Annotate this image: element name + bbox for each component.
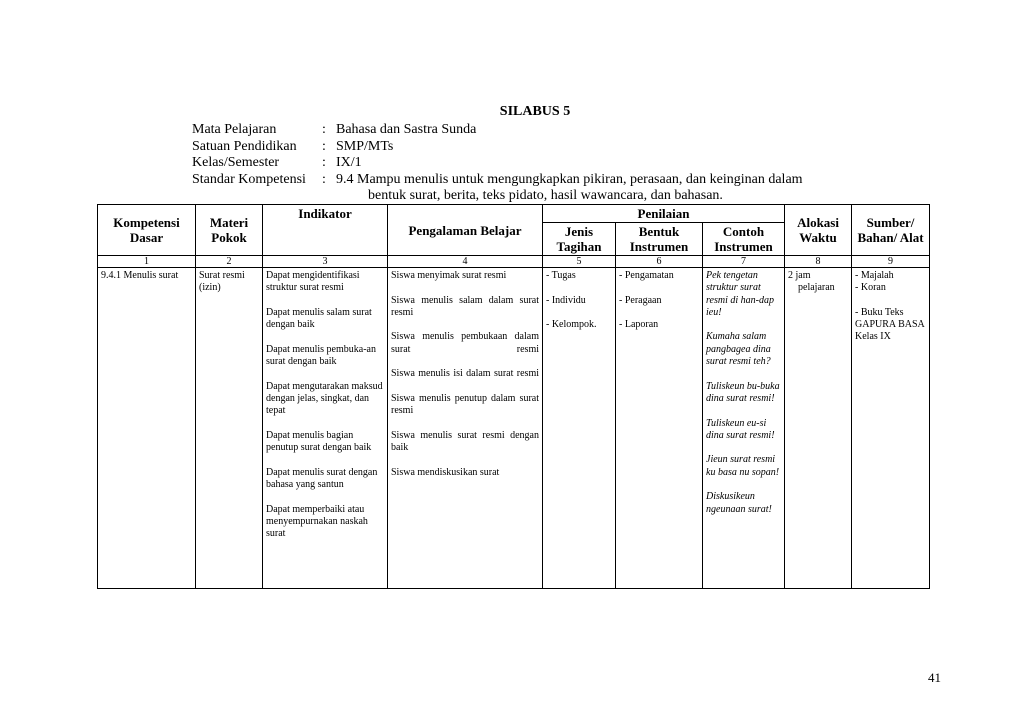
header-materi: Materi Pokok bbox=[196, 205, 263, 256]
column-number: 1 bbox=[98, 256, 196, 268]
meta-key: Mata Pelajaran bbox=[192, 122, 277, 137]
meta-key: Satuan Pendidikan bbox=[192, 138, 297, 154]
bentuk-item: - Laporan bbox=[619, 319, 659, 331]
indikator-item: Dapat menulis pembuka-an surat dengan baik bbox=[266, 343, 376, 368]
contoh-item: Jieun surat resmi ku basa nu sopan! bbox=[706, 454, 780, 478]
pengalaman-item: Siswa mendiskusikan surat bbox=[391, 466, 500, 478]
indikator-item: Dapat menulis surat dengan bahasa yang santun bbox=[266, 466, 378, 491]
contoh-item: Diskusikeun ngeunaan surat! bbox=[706, 491, 772, 515]
meta-value-continued: bentuk surat, berita, teks pidato, hasil wawancara, dan bahasan. bbox=[368, 188, 723, 203]
cell-contoh bbox=[703, 268, 785, 589]
column-number: 4 bbox=[388, 256, 543, 268]
meta-row-subject: Mata Pelajaran : Bahasa dan Sastra Sunda bbox=[192, 122, 477, 137]
column-number: 5 bbox=[543, 256, 616, 268]
header-sumber: Sumber/ Bahan/ Alat bbox=[852, 205, 930, 256]
syllabus-meta bbox=[192, 122, 803, 205]
kompetensi-text: 9.4.1 Menulis surat bbox=[101, 270, 179, 281]
cell-indikator bbox=[263, 268, 388, 589]
indikator-item: Dapat menulis bagian penutup surat dengan baik bbox=[266, 429, 372, 454]
meta-row-standard-cont bbox=[192, 188, 803, 205]
column-number: 9 bbox=[852, 256, 930, 268]
alokasi-text: 2 jam pelajaran bbox=[788, 270, 835, 294]
cell-bentuk bbox=[616, 268, 703, 589]
meta-key: Standar Kompetensi bbox=[192, 171, 306, 187]
jenis-item: - Individu bbox=[546, 294, 586, 306]
cell-sumber bbox=[852, 268, 930, 589]
sumber-item: - Buku Teks GAPURA BASA Kelas IX bbox=[855, 306, 925, 343]
meta-value: Bahasa dan Sastra Sunda bbox=[336, 122, 477, 137]
column-number-row bbox=[98, 256, 930, 268]
pengalaman-item: Siswa menyimak surat resmi bbox=[391, 270, 507, 281]
meta-row-school: Satuan Pendidikan : SMP/MTs bbox=[192, 138, 394, 154]
cell-materi bbox=[196, 268, 263, 589]
contoh-item: Kumaha salam pangbagea dina surat resmi teh? bbox=[706, 331, 771, 368]
cell-kompetensi bbox=[98, 268, 196, 589]
jenis-item: - Kelompok. bbox=[546, 319, 597, 331]
header-jenis: Jenis Tagihan bbox=[543, 223, 616, 256]
cell-jenis bbox=[543, 268, 616, 589]
bentuk-item: - Peragaan bbox=[619, 294, 662, 306]
pengalaman-item: Siswa menulis penutup dalam surat resmi bbox=[391, 392, 539, 417]
jenis-item: - Tugas bbox=[546, 270, 576, 281]
pengalaman-item: Siswa menulis salam dalam surat resmi bbox=[391, 294, 539, 318]
column-number: 2 bbox=[196, 256, 263, 268]
document-title: SILABUS 5 bbox=[499, 104, 571, 119]
bentuk-item: - Pengamatan bbox=[619, 270, 674, 281]
indikator-item: Dapat menulis salam surat dengan baik bbox=[266, 306, 372, 331]
table-row bbox=[98, 268, 930, 589]
contoh-item: Pek tengetan struktur surat resmi di han-dap ieu! bbox=[706, 270, 774, 318]
indikator-item: Dapat mengutarakan maksud dengan jelas, singkat, dan tepat bbox=[266, 380, 383, 417]
cell-pengalaman bbox=[388, 268, 543, 589]
materi-text: Surat resmi (izin) bbox=[199, 270, 245, 294]
pengalaman-item: Siswa menulis isi dalam surat resmi bbox=[391, 368, 539, 380]
pengalaman-item: Siswa menulis surat resmi dengan baik bbox=[391, 429, 539, 454]
page-number: 41 bbox=[928, 670, 941, 685]
contoh-item: Tuliskeun eu-si dina surat resmi! bbox=[706, 417, 775, 441]
header-contoh: Contoh Instrumen bbox=[703, 223, 785, 256]
header-kompetensi: Kompetensi Dasar bbox=[98, 205, 196, 256]
pengalaman-item: Siswa menulis pembukaan dalam surat resmi bbox=[391, 331, 539, 355]
column-number: 8 bbox=[785, 256, 852, 268]
meta-key: Kelas/Semester bbox=[192, 155, 280, 170]
cell-alokasi bbox=[785, 268, 852, 589]
meta-value: SMP/MTs bbox=[336, 138, 394, 154]
indikator-item: Dapat memperbaiki atau menyempurnakan naskah surat bbox=[266, 503, 368, 540]
meta-row-standard: Standar Kompetensi : 9.4 Mampu menulis untuk mengungkapkan pikiran, perasaan, dan keinginan dalam bbox=[192, 171, 803, 187]
indikator-item: Dapat mengidentifikasi struktur surat resmi bbox=[266, 270, 360, 294]
sumber-item: - Koran bbox=[855, 282, 886, 294]
meta-value: 9.4 Mampu menulis untuk mengungkapkan pikiran, perasaan, dan keinginan dalam bbox=[336, 171, 803, 187]
header-indikator: Indikator bbox=[263, 205, 388, 256]
column-number: 3 bbox=[263, 256, 388, 268]
contoh-item: Tuliskeun bu-buka dina surat resmi! bbox=[706, 380, 780, 404]
column-number: 6 bbox=[616, 256, 703, 268]
header-penilaian: Penilaian bbox=[543, 205, 785, 223]
sumber-item: - Majalah bbox=[855, 270, 894, 281]
header-bentuk: Bentuk Instrumen bbox=[616, 223, 703, 256]
meta-row-class: Kelas/Semester : IX/1 bbox=[192, 155, 362, 170]
column-number: 7 bbox=[703, 256, 785, 268]
meta-value: IX/1 bbox=[336, 155, 362, 170]
header-pengalaman: Pengalaman Belajar bbox=[388, 205, 543, 256]
syllabus-table bbox=[97, 204, 930, 589]
header-alokasi: Alokasi Waktu bbox=[785, 205, 852, 256]
